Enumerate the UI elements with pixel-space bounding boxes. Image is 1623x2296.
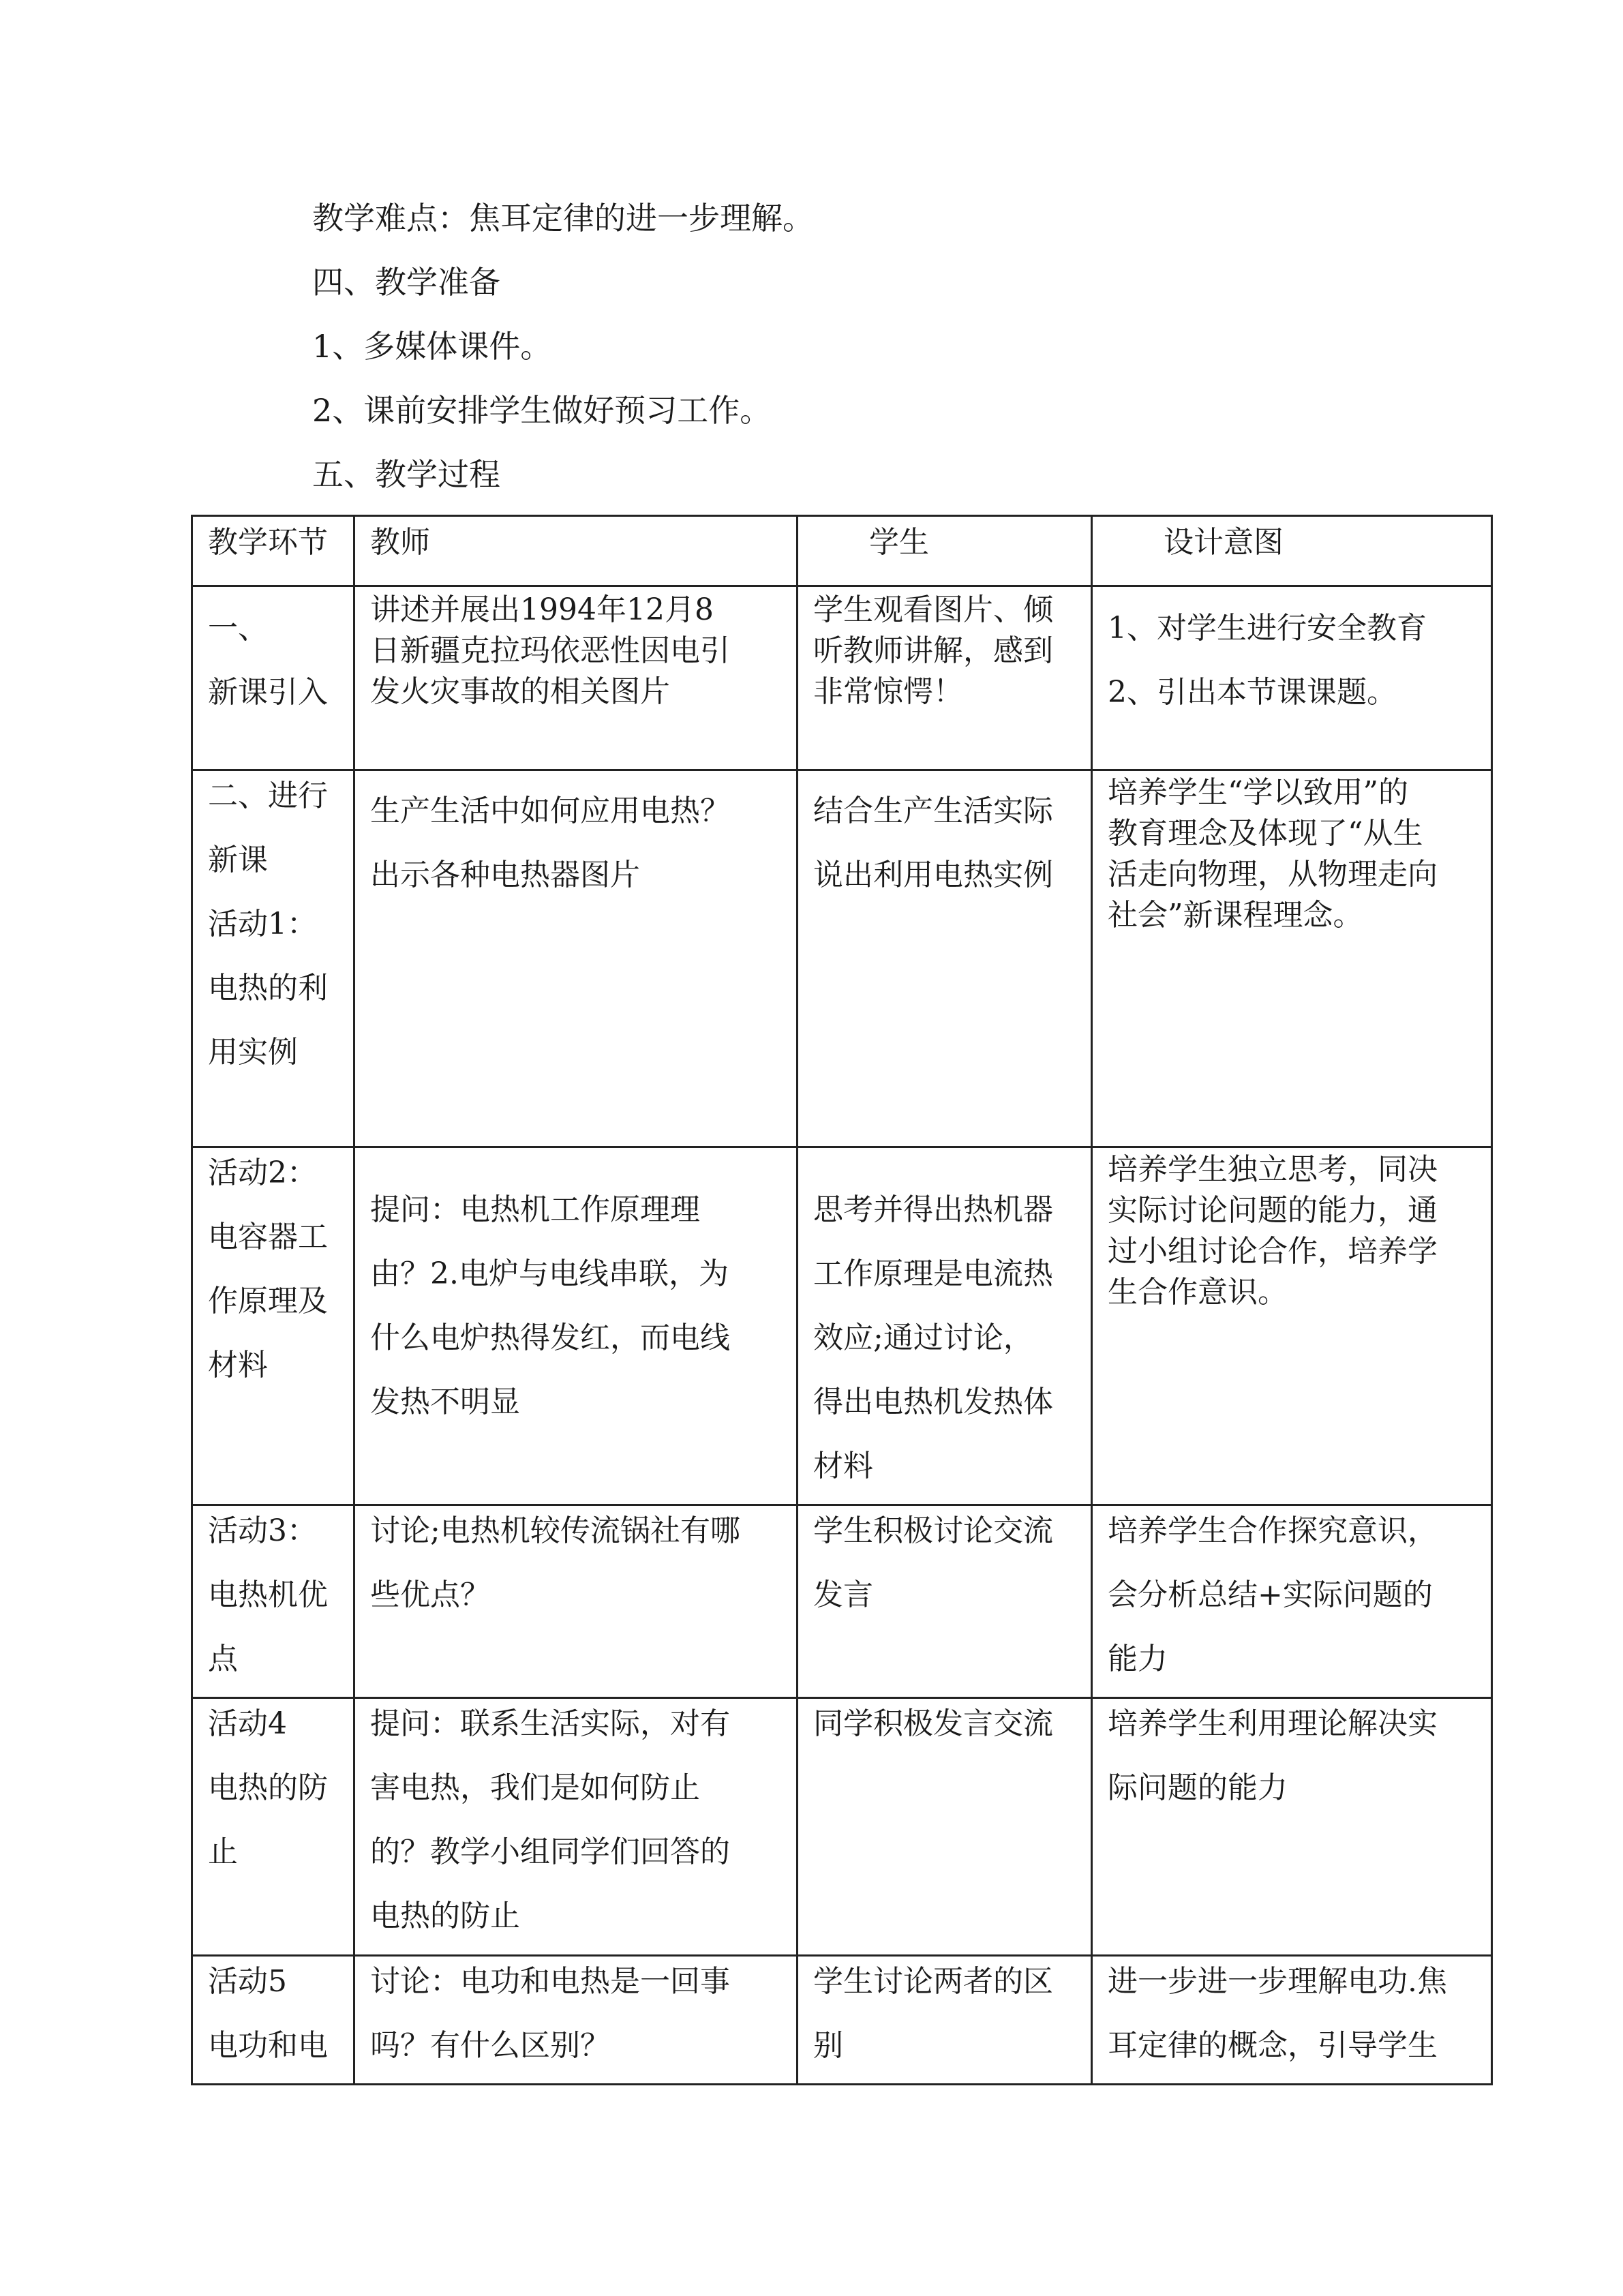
cell-intent: 培养学生合作探究意识， 会分析总结+实际问题的 能力 [1092,1505,1492,1698]
cell-stage: 活动2： 电容器工 作原理及 材料 [192,1147,354,1505]
section-heading-process: 五、教学过程 [312,456,500,493]
cell-stage: 活动3： 电热机优 点 [192,1505,354,1698]
teaching-process-table [191,515,1493,2085]
cell-teacher: 生产生活中如何应用电热？ 出示各种电热器图片 [354,770,798,1147]
cell-intent: 培养学生“学以致用”的 教育理念及体现了“从生 活走向物理，从物理走向 社会”新课程理念。 [1092,770,1492,1147]
cell-student: 同学积极发言交流 [798,1698,1092,1956]
header-teacher: 教师 [354,516,798,586]
preparation-item-2: 2、课前安排学生做好预习工作。 [312,392,772,429]
section-heading-preparation: 四、教学准备 [312,264,500,301]
table-row [192,1147,1492,1505]
header-intent: 设计意图 [1092,516,1492,586]
cell-student: 学生观看图片、倾 听教师讲解，感到 非常惊愕！ [798,586,1092,770]
cell-student: 结合生产生活实际 说出利用电热实例 [798,770,1092,1147]
table-row [192,1698,1492,1956]
table-row [192,586,1492,770]
table-row [192,1505,1492,1698]
cell-stage: 活动4 电热的防 止 [192,1698,354,1956]
cell-student: 思考并得出热机器 工作原理是电流热 效应;通过讨论， 得出电热机发热体 材料 [798,1147,1092,1505]
cell-intent: 培养学生利用理论解决实 际问题的能力 [1092,1698,1492,1956]
cell-intent: 1、对学生进行安全教育 2、引出本节课课题。 [1092,586,1492,770]
cell-teacher: 提问：联系生活实际，对有 害电热，我们是如何防止 的？教学小组同学们回答的 电热的防止 [354,1698,798,1956]
table-row [192,770,1492,1147]
cell-teacher: 讨论：电功和电热是一回事 吗？有什么区别？ [354,1956,798,2085]
cell-student: 学生讨论两者的区 别 [798,1956,1092,2085]
cell-student: 学生积极讨论交流 发言 [798,1505,1092,1698]
cell-intent: 进一步进一步理解电功.焦 耳定律的概念，引导学生 [1092,1956,1492,2085]
table-header-row [192,516,1492,586]
teaching-difficulty: 教学难点：焦耳定律的进一步理解。 [312,200,814,237]
cell-stage: 二、进行 新课 活动1： 电热的利 用实例 [192,770,354,1147]
cell-teacher: 提问：电热机工作原理理 由？2.电炉与电线串联，为 什么电炉热得发红，而电线 发热不明显 [354,1147,798,1505]
cell-teacher: 讨论;电热机较传流锅社有哪 些优点？ [354,1505,798,1698]
preparation-item-1: 1、多媒体课件。 [312,328,552,365]
table-row [192,1956,1492,2085]
cell-teacher: 讲述并展出1994年12月8 日新疆克拉玛依恶性因电引 发火灾事故的相关图片 [354,586,798,770]
header-stage: 教学环节 [192,516,354,586]
header-student: 学生 [798,516,1092,586]
cell-stage: 一、 新课引入 [192,586,354,770]
cell-intent: 培养学生独立思考，同决 实际讨论问题的能力，通 过小组讨论合作，培养学 生合作意识。 [1092,1147,1492,1505]
cell-stage: 活动5 电功和电 [192,1956,354,2085]
